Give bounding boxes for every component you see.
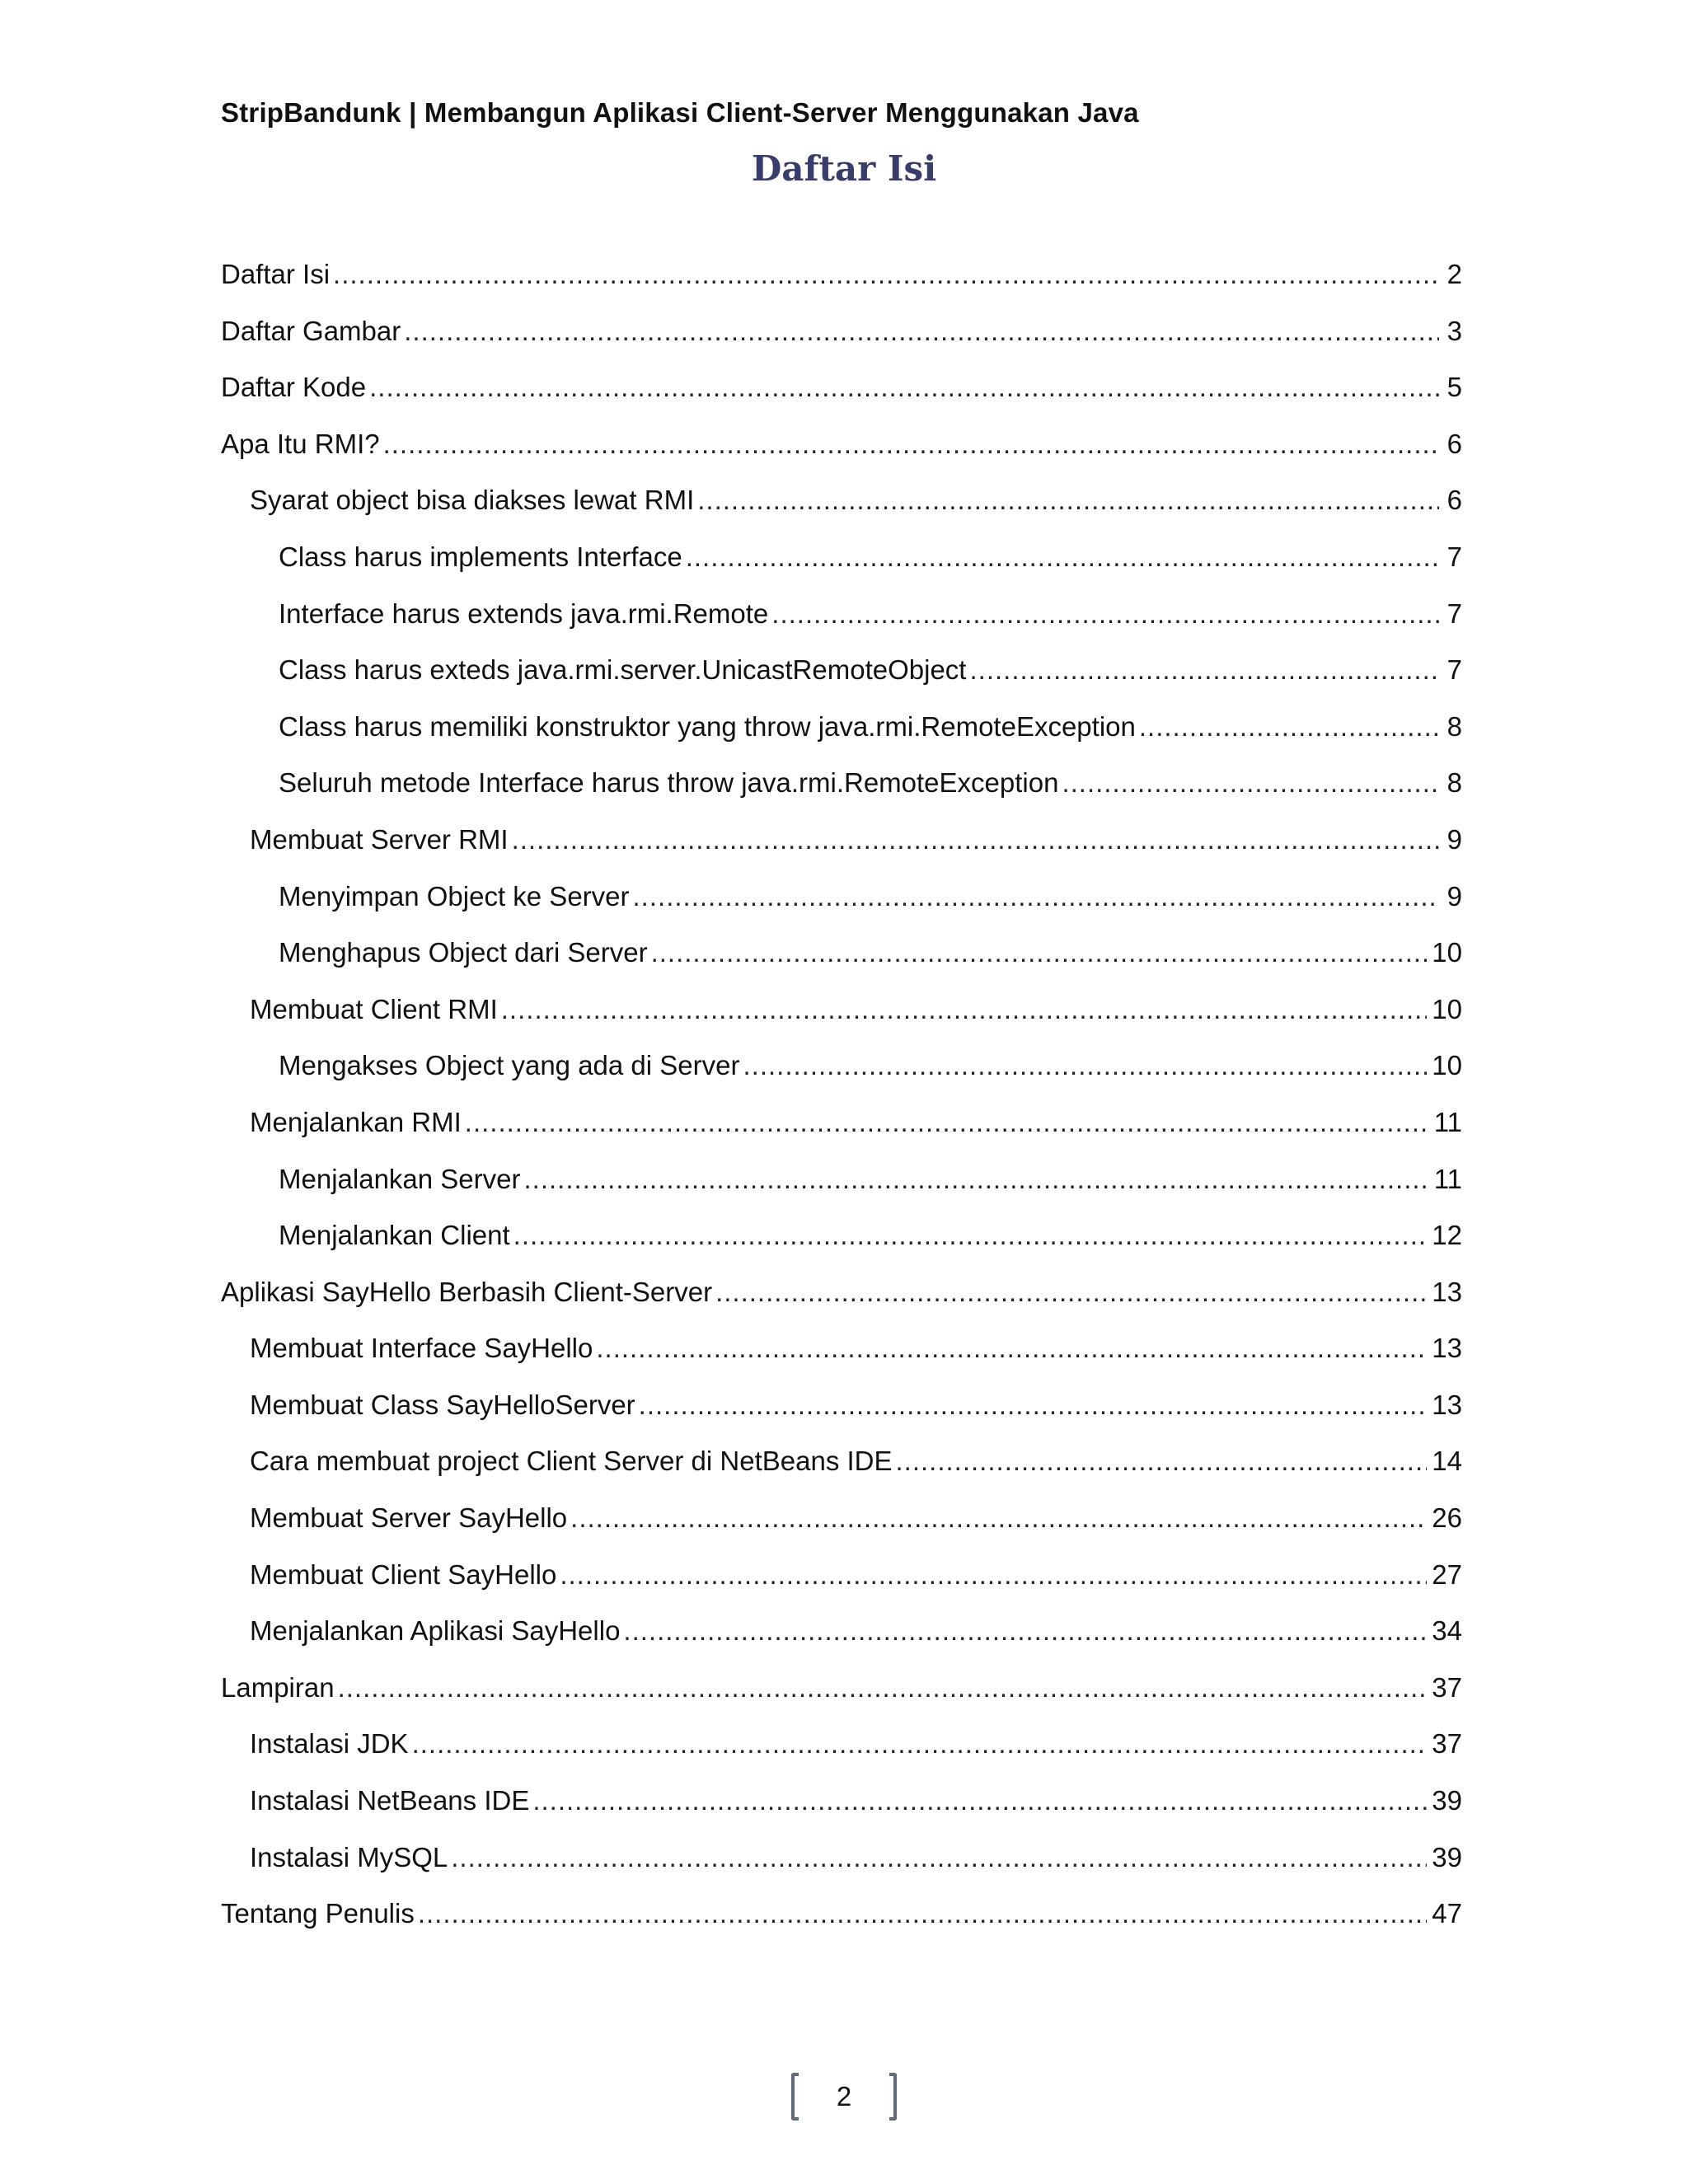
toc-entry-page: 47: [1432, 1898, 1462, 1929]
toc-entry[interactable]: [221, 1390, 1462, 1446]
toc-entry-label: Instalasi NetBeans IDE: [250, 1785, 530, 1816]
toc-entry[interactable]: [221, 1898, 1462, 1955]
toc-dot-leader: [418, 1898, 1427, 1929]
toc-entry[interactable]: [221, 1050, 1462, 1107]
toc-dot-leader: [512, 824, 1439, 855]
toc-entry-page: 10: [1432, 1050, 1462, 1081]
toc-entry-label: Class harus exteds java.rmi.server.UnicastRemoteObject: [279, 654, 967, 686]
toc-entry[interactable]: [221, 1107, 1462, 1164]
toc-entry-page: 5: [1447, 372, 1462, 403]
toc-entry-page: 7: [1447, 598, 1462, 629]
page-footer: [0, 2073, 1688, 2121]
toc-entry[interactable]: [221, 1672, 1462, 1729]
toc-entry[interactable]: [221, 1333, 1462, 1390]
left-bracket-decoration: [791, 2073, 799, 2121]
toc-entry[interactable]: [221, 485, 1462, 541]
toc-entry[interactable]: [221, 1615, 1462, 1672]
toc-entry-page: 13: [1432, 1276, 1462, 1307]
toc-entry[interactable]: [221, 372, 1462, 429]
toc-entry-label: Menyimpan Object ke Server: [279, 880, 630, 912]
toc-entry-label: Class harus implements Interface: [279, 541, 682, 572]
toc-entry-label: Membuat Class SayHelloServer: [250, 1389, 635, 1420]
toc-dot-leader: [596, 1333, 1427, 1364]
toc-entry-label: Cara membuat project Client Server di NetBeans IDE: [250, 1446, 893, 1477]
page-number: 2: [836, 2081, 852, 2111]
toc-entry-label: Mengakses Object yang ada di Server: [279, 1050, 740, 1081]
toc-dot-leader: [524, 1164, 1429, 1195]
toc-entry-label: Menjalankan RMI: [250, 1106, 462, 1137]
toc-entry-label: Seluruh metode Interface harus throw java.rmi.RemoteException: [279, 767, 1059, 799]
toc-entry-label: Menjalankan Client: [279, 1220, 510, 1251]
toc-dot-leader: [771, 598, 1439, 630]
toc-dot-leader: [412, 1728, 1428, 1760]
toc-entry-page: 34: [1432, 1615, 1462, 1647]
toc-dot-leader: [697, 485, 1439, 516]
toc-entry-label: Class harus memiliki konstruktor yang throw java.rmi.RemoteException: [279, 710, 1136, 742]
toc-dot-leader: [513, 1220, 1428, 1251]
toc-entry-page: 11: [1433, 1106, 1462, 1137]
toc-entry-page: 37: [1432, 1671, 1462, 1703]
toc-dot-leader: [715, 1277, 1427, 1308]
toc-dot-leader: [383, 429, 1439, 460]
toc-entry-label: Menghapus Object dari Server: [279, 937, 648, 968]
toc-entry-label: Menjalankan Aplikasi SayHello: [250, 1615, 621, 1647]
toc-entry-page: 7: [1447, 654, 1462, 686]
toc-dot-leader: [465, 1107, 1429, 1138]
toc-dot-leader: [623, 1615, 1427, 1647]
toc-dot-leader: [1139, 711, 1439, 743]
toc-entry[interactable]: [221, 1164, 1462, 1221]
toc-entry-label: Membuat Server SayHello: [250, 1502, 568, 1534]
toc-entry[interactable]: [221, 259, 1462, 316]
toc-entry[interactable]: [221, 316, 1462, 373]
toc-entry-page: 8: [1447, 767, 1462, 799]
toc-entry-label: Instalasi MySQL: [250, 1841, 448, 1872]
toc-dot-leader: [501, 994, 1428, 1025]
toc-entry-page: 6: [1447, 485, 1462, 516]
toc-entry[interactable]: [221, 1446, 1462, 1502]
toc-entry-page: 12: [1432, 1220, 1462, 1251]
toc-entry-label: Syarat object bisa diakses lewat RMI: [250, 485, 695, 516]
toc-entry-label: Daftar Isi: [221, 259, 331, 289]
toc-entry-label: Interface harus extends java.rmi.Remote: [279, 598, 769, 629]
toc-dot-leader: [333, 259, 1439, 290]
toc-entry-label: Instalasi JDK: [250, 1728, 409, 1760]
toc-dot-leader: [969, 654, 1439, 686]
toc-entry-label: Apa Itu RMI?: [221, 428, 380, 459]
toc-entry-label: Lampiran: [221, 1671, 335, 1703]
toc-entry-label: Menjalankan Server: [279, 1163, 521, 1194]
toc-entry[interactable]: [221, 937, 1462, 994]
toc-entry-page: 9: [1447, 880, 1462, 912]
toc-entry[interactable]: [221, 881, 1462, 938]
toc-entry[interactable]: [221, 1277, 1462, 1333]
toc-entry-page: 37: [1432, 1728, 1462, 1760]
toc-entry-page: 13: [1432, 1389, 1462, 1420]
page-title: Daftar Isi: [751, 148, 937, 189]
toc-entry-label: Daftar Gambar: [221, 315, 401, 346]
toc-entry-label: Daftar Kode: [221, 372, 367, 403]
toc-entry-page: 8: [1447, 710, 1462, 742]
toc-entry[interactable]: [221, 1220, 1462, 1277]
toc-entry[interactable]: [221, 1559, 1462, 1616]
toc-entry-label: Membuat Interface SayHello: [250, 1333, 593, 1364]
toc-dot-leader: [570, 1502, 1427, 1534]
toc-entry-page: 39: [1432, 1841, 1462, 1872]
toc-entry-label: Membuat Client SayHello: [250, 1558, 557, 1590]
toc-entry-page: 26: [1432, 1502, 1462, 1534]
toc-entry[interactable]: [221, 711, 1462, 768]
toc-entry-page: 7: [1447, 541, 1462, 572]
toc-dot-leader: [633, 881, 1439, 912]
toc-dot-leader: [532, 1785, 1427, 1816]
toc-dot-leader: [404, 316, 1439, 347]
toc-dot-leader: [743, 1050, 1427, 1081]
toc-entry-page: 6: [1447, 428, 1462, 459]
toc-dot-leader: [896, 1446, 1428, 1477]
right-bracket-decoration: [889, 2073, 897, 2121]
toc-entry-page: 39: [1432, 1785, 1462, 1816]
toc-entry-page: 11: [1433, 1163, 1462, 1194]
toc-entry-page: 2: [1447, 259, 1462, 289]
toc-dot-leader: [338, 1672, 1428, 1704]
toc-entry[interactable]: [221, 598, 1462, 655]
toc-entry[interactable]: [221, 541, 1462, 598]
toc-entry-page: 10: [1432, 937, 1462, 968]
toc-entry[interactable]: [221, 767, 1462, 824]
toc-entry[interactable]: [221, 654, 1462, 711]
toc-dot-leader: [451, 1842, 1427, 1873]
toc-entry[interactable]: [221, 1842, 1462, 1899]
toc-entry[interactable]: [221, 429, 1462, 485]
toc-entry-label: Aplikasi SayHello Berbasih Client-Server: [221, 1276, 713, 1307]
toc-entry[interactable]: [221, 1728, 1462, 1785]
toc-dot-leader: [1062, 767, 1439, 799]
toc-entry-page: 14: [1432, 1446, 1462, 1477]
toc-dot-leader: [369, 372, 1439, 403]
toc-entry-page: 3: [1447, 315, 1462, 346]
toc-entry[interactable]: [221, 994, 1462, 1051]
toc-entry-page: 9: [1447, 823, 1462, 855]
toc-entry-page: 27: [1432, 1558, 1462, 1590]
toc-entry[interactable]: [221, 1785, 1462, 1842]
toc-entry-label: Membuat Server RMI: [250, 823, 509, 855]
toc-entry[interactable]: [221, 824, 1462, 881]
toc-dot-leader: [651, 937, 1428, 968]
toc-entry-page: 13: [1432, 1333, 1462, 1364]
toc-dot-leader: [560, 1559, 1427, 1591]
toc-entry-label: Tentang Penulis: [221, 1898, 415, 1929]
toc-dot-leader: [686, 541, 1439, 573]
toc-entry[interactable]: [221, 1502, 1462, 1559]
table-of-contents: [221, 259, 1462, 1955]
toc-dot-leader: [639, 1390, 1428, 1421]
running-header: StripBandunk | Membangun Aplikasi Client-Server Menggunakan Java: [221, 97, 1139, 128]
toc-entry-label: Membuat Client RMI: [250, 993, 498, 1024]
toc-entry-page: 10: [1432, 993, 1462, 1024]
